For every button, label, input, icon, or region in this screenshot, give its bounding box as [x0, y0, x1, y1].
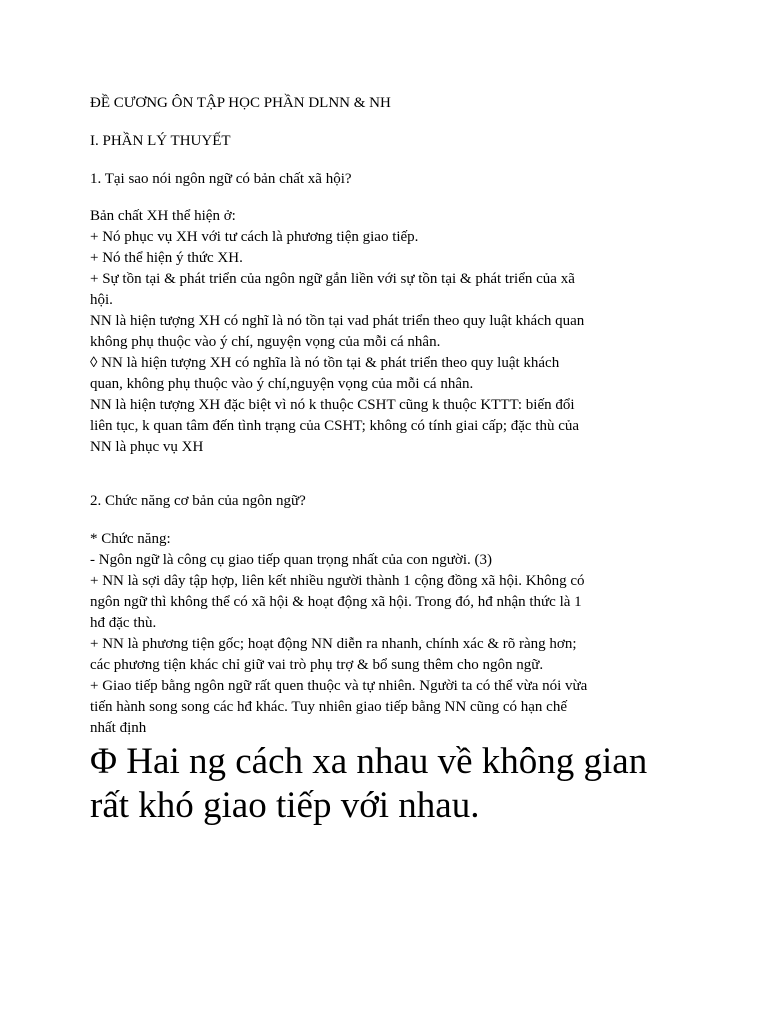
answer-line: không phụ thuộc vào ý chí, nguyện vọng của mỗi cá nhân.	[90, 334, 441, 350]
part-heading: I. PHẦN LÝ THUYẾT	[90, 133, 231, 149]
answer-line: * Chức năng:	[90, 531, 171, 547]
answer-line: + Sự tồn tại & phát triển của ngôn ngữ gắn liền với sự tồn tại & phát triển của xã	[90, 271, 575, 287]
answer-line: NN là hiện tượng XH có nghĩ là nó tồn tại vad phát triển theo quy luật khách quan	[90, 313, 585, 329]
answer-line: ◊ NN là hiện tượng XH có nghĩa là nó tồn tại & phát triển theo quy luật khách	[90, 355, 560, 371]
answer-line: Bản chất XH thể hiện ở:	[90, 208, 236, 224]
document-title: ĐỀ CƯƠNG ÔN TẬP HỌC PHẦN DLNN & NH	[90, 95, 391, 111]
answer-line: NN là hiện tượng XH đặc biệt vì nó k thuộc CSHT cũng k thuộc KTTT: biến đổi	[90, 397, 575, 413]
answer-line: tiến hành song song các hđ khác. Tuy nhiên giao tiếp bằng NN cũng có hạn chế	[90, 699, 567, 715]
emphasis-line: rất khó giao tiếp với nhau.	[90, 785, 480, 826]
answer-line: + NN là sợi dây tập hợp, liên kết nhiều người thành 1 cộng đồng xã hội. Không có	[90, 573, 585, 589]
emphasis-line: Φ Hai ng cách xa nhau về không gian	[90, 741, 648, 782]
question-2: 2. Chức năng cơ bản của ngôn ngữ?	[90, 493, 306, 509]
answer-line: + NN là phương tiện gốc; hoạt động NN diễn ra nhanh, chính xác & rõ ràng hơn;	[90, 636, 577, 652]
answer-line: quan, không phụ thuộc vào ý chí,nguyện vọng của mỗi cá nhân.	[90, 376, 474, 392]
answer-line: NN là phục vụ XH	[90, 439, 204, 455]
answer-line: + Nó phục vụ XH với tư cách là phương tiện giao tiếp.	[90, 229, 419, 245]
answer-line: - Ngôn ngữ là công cụ giao tiếp quan trọng nhất của con người. (3)	[90, 552, 493, 568]
answer-line: + Nó thể hiện ý thức XH.	[90, 250, 243, 266]
question-1: 1. Tại sao nói ngôn ngữ có bản chất xã hội?	[90, 171, 352, 187]
answer-line: nhất định	[90, 720, 147, 736]
answer-line: liên tục, k quan tâm đến tình trạng của CSHT; không có tính giai cấp; đặc thù của	[90, 418, 580, 434]
answer-line: ngôn ngữ thì không thể có xã hội & hoạt động xã hội. Trong đó, hđ nhận thức là 1	[90, 594, 582, 610]
answer-line: các phương tiện khác chỉ giữ vai trò phụ trợ & bổ sung thêm cho ngôn ngữ.	[90, 657, 544, 673]
answer-line: hđ đặc thù.	[90, 615, 157, 631]
answer-line: hội.	[90, 292, 113, 308]
answer-line: + Giao tiếp bằng ngôn ngữ rất quen thuộc và tự nhiên. Người ta có thể vừa nói vừa	[90, 678, 588, 694]
